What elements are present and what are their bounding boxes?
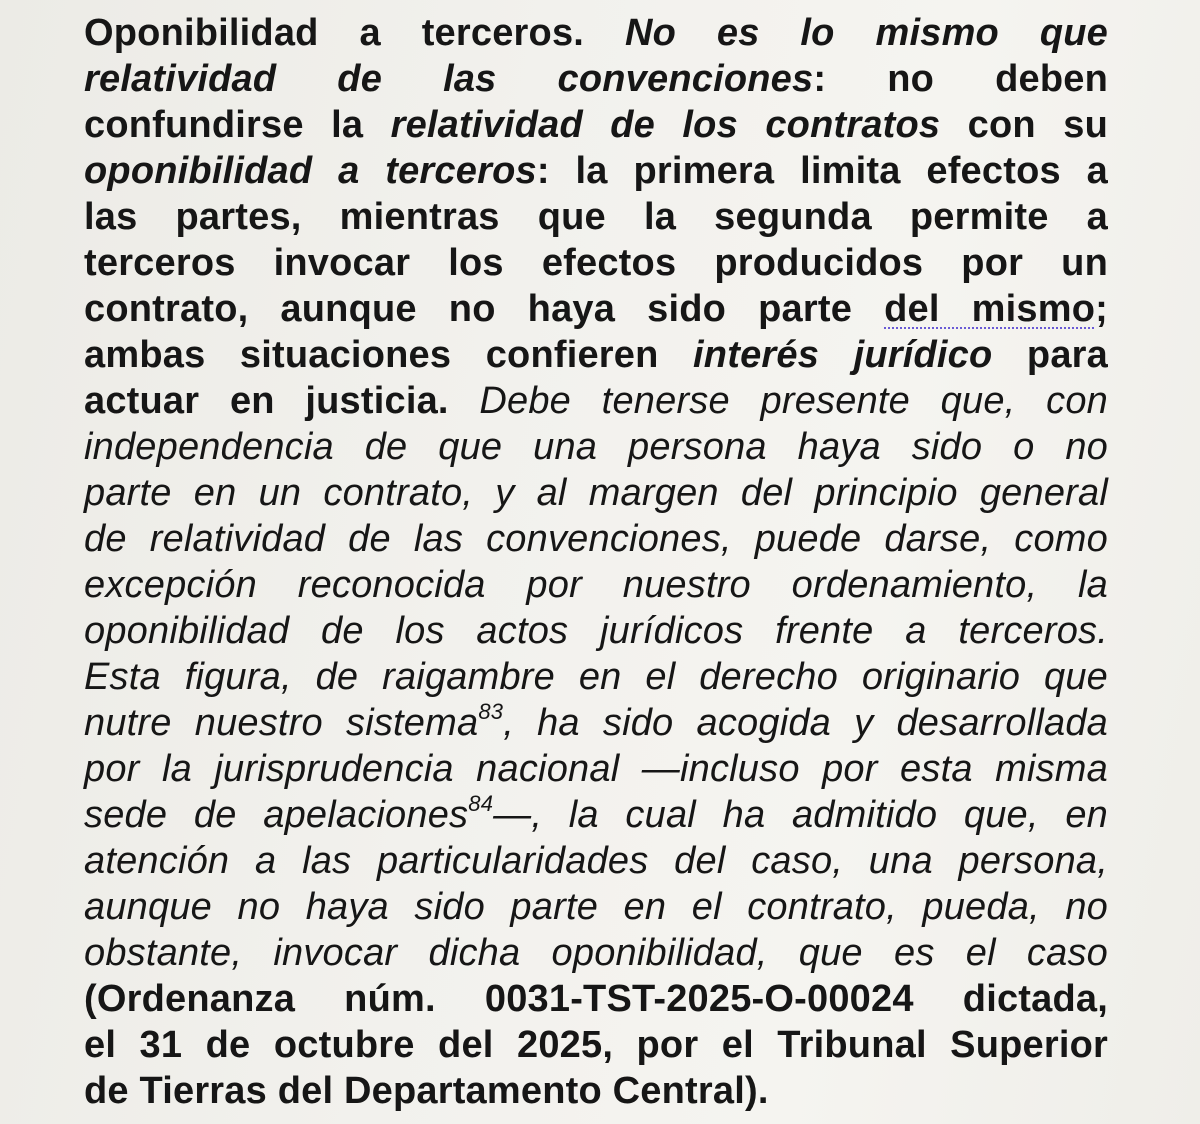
text-line-10: independencia de que una persona haya sido o no	[84, 426, 1108, 468]
text-line-12: de relatividad de las convenciones, puede darse, como	[84, 518, 1108, 560]
bold-run: ;	[1095, 288, 1108, 330]
italic-run: sede de apelaciones	[84, 794, 469, 836]
bold-italic-run: relatividad de las convenciones	[84, 58, 814, 100]
text-line-2	[84, 56, 1108, 102]
text-line-7	[84, 286, 1108, 332]
bold-italic-run: relatividad de los contratos	[390, 104, 941, 146]
text-line-16	[84, 700, 1108, 746]
bold-run: para	[992, 334, 1108, 376]
spellcheck-underlined-text[interactable]: del mismo	[884, 288, 1096, 330]
bold-italic-run: No es lo mismo que	[624, 12, 1109, 54]
text-line-4	[84, 148, 1108, 194]
bold-run: Oponibilidad a terceros.	[84, 12, 585, 54]
text-line-18	[84, 792, 1108, 838]
footnote-ref-83[interactable]: 83	[478, 699, 504, 724]
text-line-24: de Tierras del Departamento Central).	[84, 1070, 769, 1112]
text-line-21: obstante, invocar dicha oponibilidad, que es el caso	[84, 932, 1108, 974]
text-line-6: terceros invocar los efectos producidos por un	[84, 242, 1108, 284]
bold-run: : no deben	[813, 58, 1108, 100]
document-paragraph	[84, 10, 1108, 1120]
text-line-20: aunque no haya sido parte en el contrato, pueda, no	[84, 886, 1108, 928]
bold-run: : la primera limita efectos a	[536, 150, 1108, 192]
text-line-1	[84, 10, 1108, 56]
bold-run: confundirse la	[84, 104, 391, 146]
text-line-22: (Ordenanza núm. 0031-TST-2025-O-00024 dictada,	[84, 978, 1108, 1020]
bold-italic-run: oponibilidad a terceros	[84, 150, 537, 192]
text-line-5: las partes, mientras que la segunda permite a	[84, 196, 1108, 238]
italic-run: nutre nuestro sistema	[84, 702, 479, 744]
text-line-17: por la jurisprudencia nacional —incluso por esta misma	[84, 748, 1108, 790]
bold-run: actuar en justicia.	[84, 380, 449, 422]
italic-run: , ha sido acogida y desarrollada	[503, 702, 1108, 744]
text-line-14: oponibilidad de los actos jurídicos frente a terceros.	[84, 610, 1108, 652]
bold-run: ambas situaciones confieren	[84, 334, 694, 376]
italic-run: Debe tenerse presente que, con	[448, 380, 1108, 422]
text-line-13: excepción reconocida por nuestro ordenamiento, la	[84, 564, 1108, 606]
bold-italic-run: interés jurídico	[693, 334, 993, 376]
text-line-9	[84, 378, 1108, 424]
text-line-15: Esta figura, de raigambre en el derecho originario que	[84, 656, 1108, 698]
text-line-19: atención a las particularidades del caso, una persona,	[84, 840, 1108, 882]
text-line-3	[84, 102, 1108, 148]
footnote-ref-84[interactable]: 84	[468, 791, 494, 816]
bold-run: con su	[940, 104, 1108, 146]
bold-run: contrato, aunque no haya sido parte	[84, 288, 885, 330]
italic-run: —, la cual ha admitido que, en	[493, 794, 1108, 836]
text-line-23: el 31 de octubre del 2025, por el Tribunal Superior	[84, 1024, 1108, 1066]
text-line-8	[84, 332, 1108, 378]
text-line-11: parte en un contrato, y al margen del principio general	[84, 472, 1108, 514]
